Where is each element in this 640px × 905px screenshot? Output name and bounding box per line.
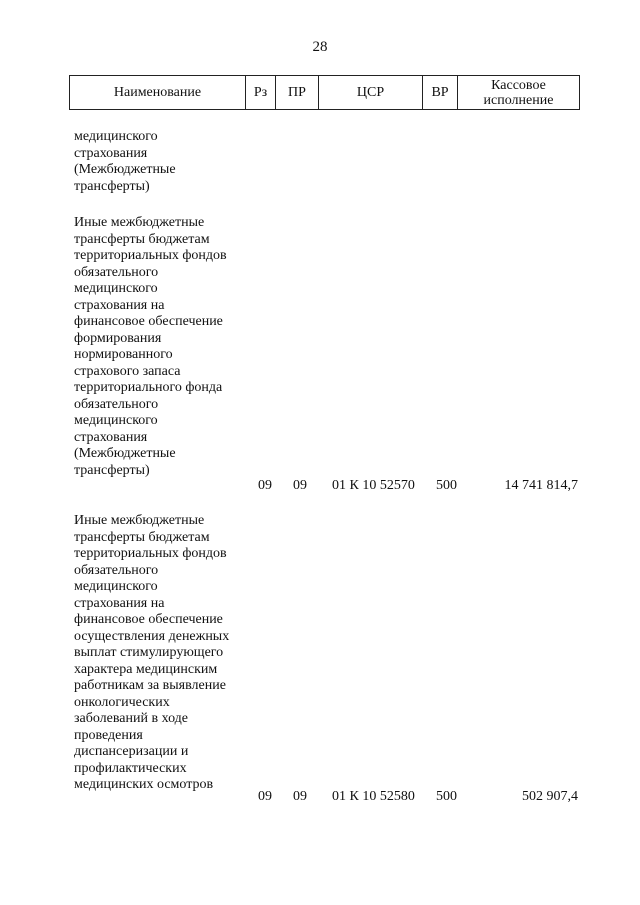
row-2-vr: 500 (436, 789, 457, 804)
text-line: (Межбюджетные (74, 446, 176, 461)
text-line: медицинского (74, 129, 158, 144)
text-line: трансферты бюджетам (74, 529, 210, 545)
text-line: трансферты) (74, 178, 150, 194)
text-line: нормированного (74, 347, 173, 362)
text-line: формирования (74, 330, 162, 346)
text-line: страхового запаса (74, 363, 181, 379)
row-1-vr: 500 (436, 478, 457, 493)
header-pr: ПР (276, 76, 319, 110)
text-line: трансферты) (74, 462, 150, 478)
page-number: 28 (312, 39, 328, 55)
row-2-rz: 09 (258, 789, 272, 804)
row-2-name (74, 513, 259, 794)
text-line: страхования на (74, 297, 165, 313)
continued-row-name (74, 129, 259, 195)
header-rz: Рз (246, 76, 276, 110)
text-line: медицинских осмотров (74, 777, 214, 792)
header-sum-line1: Кассовое (491, 77, 546, 93)
text-line: страхования на (74, 595, 165, 611)
row-1-rz: 09 (258, 478, 272, 493)
text-line: территориального фонда (74, 380, 223, 395)
row-1-csr: 01 К 10 52570 (332, 478, 415, 493)
text-line: Иные межбюджетные (74, 215, 205, 230)
header-name: Наименование (70, 76, 246, 110)
text-line: страхования (74, 429, 148, 445)
text-line: обязательного (74, 396, 159, 412)
text-line: медицинского (74, 579, 158, 594)
header-sum-line2: исполнение (483, 92, 554, 108)
text-line: (Межбюджетные (74, 162, 176, 177)
text-line: обязательного (74, 264, 159, 280)
text-line: обязательного (74, 562, 159, 578)
row-1-pr: 09 (293, 478, 307, 493)
text-line: территориальных фондов (74, 546, 227, 561)
row-2-sum: 502 907,4 (522, 789, 578, 804)
text-line: работникам за выявление (74, 678, 226, 693)
row-1-name (74, 215, 259, 479)
text-line: Иные межбюджетные (74, 513, 205, 528)
text-line: медицинского (74, 281, 158, 296)
text-line: медицинского (74, 413, 158, 428)
header-sum (458, 76, 580, 110)
text-line: характера медицинским (74, 661, 218, 677)
row-2-csr: 01 К 10 52580 (332, 789, 415, 804)
text-line: диспансеризации и (74, 744, 189, 759)
text-line: профилактических (74, 760, 187, 776)
text-line: финансовое обеспечение (74, 314, 223, 329)
text-line: страхования (74, 145, 148, 161)
header-csr: ЦСР (319, 76, 423, 110)
text-line: проведения (74, 727, 143, 743)
header-vr: ВР (423, 76, 458, 110)
text-line: заболеваний в ходе (74, 711, 189, 726)
text-line: выплат стимулирующего (74, 645, 224, 660)
table-header (69, 75, 580, 110)
row-1-sum: 14 741 814,7 (504, 478, 578, 493)
text-line: финансовое обеспечение (74, 612, 223, 627)
text-line: трансферты бюджетам (74, 231, 210, 247)
text-line: онкологических (74, 694, 170, 710)
row-2-pr: 09 (293, 789, 307, 804)
text-line: территориальных фондов (74, 248, 227, 263)
text-line: осуществления денежных (74, 628, 230, 644)
